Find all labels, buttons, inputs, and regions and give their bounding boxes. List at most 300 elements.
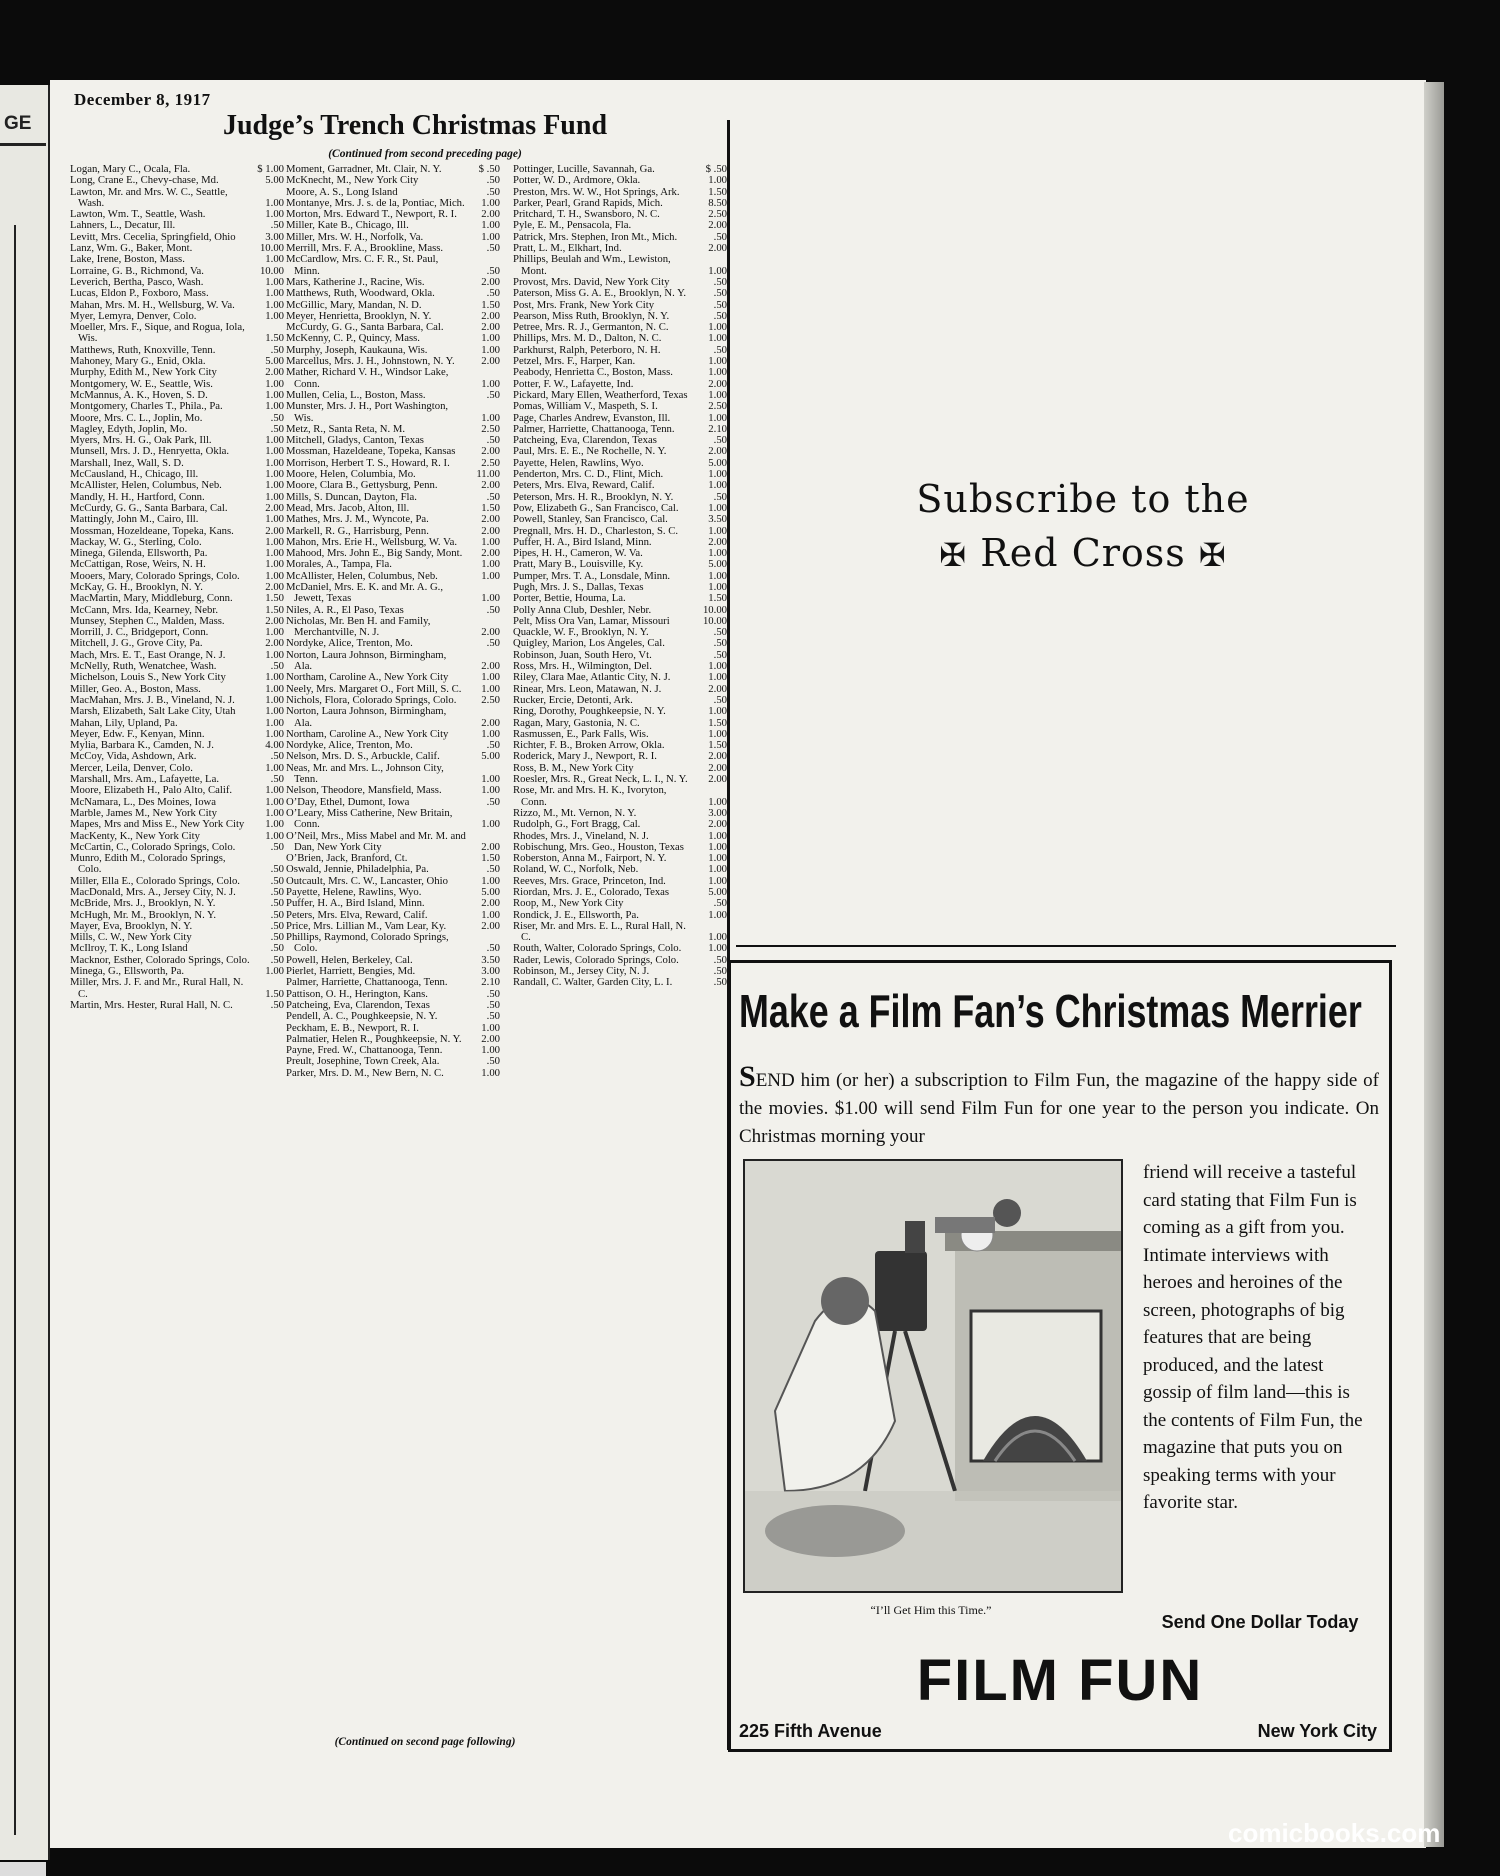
donor-name: Minega, Gilenda, Ellsworth, Pa. [70, 547, 208, 560]
donation-amount: .50 [270, 219, 284, 232]
donation-amount: 1.00 [481, 569, 500, 582]
donor-name: Marshall, Inez, Wall, S. D. [70, 456, 184, 469]
donation-amount: 2.00 [708, 761, 727, 774]
donation-amount: 3.50 [481, 953, 500, 966]
donor-name: Rhodes, Mrs. J., Vineland, N. J. [513, 829, 649, 842]
donor-name: Markell, R. G., Harrisburg, Penn. [286, 524, 429, 537]
donation-amount: 1.00 [708, 174, 727, 187]
cameraman-illustration-art [745, 1161, 1121, 1591]
donor-name: Patrick, Mrs. Stephen, Iron Mt., Mich. [513, 230, 678, 243]
donation-amount: 1.00 [265, 298, 284, 311]
donor-name: Munsell, Mrs. J. D., Henryetta, Okla. [70, 445, 230, 458]
donation-amount: 1.00 [481, 230, 500, 243]
donor-name: MacDonald, Mrs. A., Jersey City, N. J. [70, 886, 236, 898]
donor-name: MacKenty, K., New York City [70, 829, 200, 842]
donor-entry [286, 1011, 500, 1022]
donation-amount: 10.00 [702, 603, 727, 616]
donation-amount: 1.50 [481, 501, 500, 514]
donation-amount: .50 [713, 490, 727, 503]
donation-amount: 1.00 [481, 727, 500, 740]
donor-name: Lawton, Wm. T., Seattle, Wash. [70, 208, 206, 221]
donation-amount: 1.00 [265, 434, 284, 447]
donor-name: Lucas, Eldon P., Foxboro, Mass. [70, 287, 209, 300]
donor-name: Mather, Richard V. H., Windsor Lake, Conn. [286, 366, 449, 390]
donor-entry [70, 672, 284, 683]
donor-name: Munster, Mrs. J. H., Port Washington, Wis. [286, 400, 449, 424]
donor-name: Miller, Mrs. W. H., Norfolk, Va. [286, 230, 424, 243]
donation-amount: .50 [270, 411, 284, 424]
donor-entry [70, 853, 284, 876]
donation-amount: 5.00 [265, 174, 284, 187]
donor-entry [513, 864, 727, 875]
donation-amount: 1.00 [265, 648, 284, 661]
donor-entry [286, 706, 500, 729]
donation-amount: 1.00 [708, 264, 727, 277]
donation-amount: 5.00 [481, 750, 500, 763]
donor-name: Morales, A., Tampa, Fla. [286, 558, 392, 571]
donor-name: Mars, Katherine J., Racine, Wis. [286, 275, 425, 288]
donation-amount: 1.00 [708, 366, 727, 379]
donor-name: Logan, Mary C., Ocala, Fla. [70, 163, 191, 175]
donor-name: Lahners, L., Decatur, Ill. [70, 219, 176, 232]
donor-entry [286, 1068, 500, 1079]
donation-amount: 1.00 [481, 558, 500, 571]
donor-name: Payne, Fred. W., Chattanooga, Tenn. [286, 1044, 443, 1057]
donor-name: Montgomery, W. E., Seattle, Wis. [70, 377, 213, 390]
donor-name: Munro, Edith M., Colorado Springs, Colo. [70, 852, 226, 876]
donor-name: Miller, Mrs. J. F. and Mr., Rural Hall, N. C. [70, 976, 244, 1000]
ad-side-paragraph-1: friend will receive a tasteful card stating that Film Fun is coming as a gift from you. [1143, 1162, 1357, 1238]
donation-amount: 2.50 [481, 456, 500, 469]
donor-name: Mahan, Lily, Upland, Pa. [70, 716, 178, 729]
donor-name: Nelson, Theodore, Mansfield, Mass. [286, 784, 442, 797]
donation-amount: 2.00 [481, 275, 500, 288]
donor-name: Moore, A. S., Long Island [286, 185, 398, 198]
donation-amount: 1.00 [708, 942, 727, 955]
donor-name: Palmatier, Helen R., Poughkeepsie, N. Y. [286, 1032, 462, 1045]
donor-entry [286, 763, 500, 786]
donor-entry [513, 898, 727, 909]
donation-amount: 10.00 [259, 242, 284, 255]
donor-name: McNelly, Ruth, Wenatchee, Wash. [70, 660, 217, 673]
donation-amount: .50 [270, 919, 284, 932]
donation-amount: 2.00 [708, 219, 727, 232]
donation-amount: 1.00 [265, 569, 284, 582]
donation-amount: .50 [270, 953, 284, 966]
donation-amount: 1.00 [708, 332, 727, 345]
donation-amount: 1.00 [481, 1044, 500, 1057]
donor-name: Nichols, Flora, Colorado Springs, Colo. [286, 693, 457, 706]
ad-side-text [1143, 1159, 1375, 1517]
donation-amount: 2.00 [708, 535, 727, 548]
donation-amount: 1.00 [708, 580, 727, 593]
donor-name: Rasmussen, E., Park Falls, Wis. [513, 727, 649, 740]
donor-name: Marsh, Elizabeth, Salt Lake City, Utah [70, 705, 236, 718]
donor-name: Merrill, Mrs. F. A., Brookline, Mass. [286, 242, 444, 255]
donor-entry [286, 864, 500, 875]
donation-amount: 5.00 [708, 558, 727, 571]
donation-amount: .50 [713, 637, 727, 650]
donation-amount: .50 [713, 343, 727, 356]
donor-name: Moore, Mrs. C. L., Joplin, Mo. [70, 411, 203, 424]
donation-amount: .50 [270, 886, 284, 898]
donation-amount: .50 [713, 976, 727, 989]
donor-name: Ross, Mrs. H., Wilmington, Del. [513, 660, 652, 673]
donor-entry [70, 977, 284, 1000]
donation-amount: 1.50 [708, 716, 727, 729]
donor-name: Nicholas, Mr. Ben H. and Family, Merchantville, N. J. [286, 614, 431, 639]
issue-date: December 8, 1917 [74, 90, 211, 109]
donor-name: O’Brien, Jack, Branford, Ct. [286, 852, 408, 865]
donation-amount: 8.50 [708, 196, 727, 209]
donor-name: MacMartin, Mary, Middleburg, Conn. [70, 592, 233, 605]
donor-name: Quackle, W. F., Brooklyn, N. Y. [513, 626, 649, 639]
donation-amount: 1.00 [265, 253, 284, 266]
donor-entry [513, 706, 727, 717]
donation-amount: 1.00 [708, 908, 727, 921]
donor-name: Payette, Helene, Rawlins, Wyo. [286, 886, 422, 898]
donor-entry [513, 977, 727, 988]
source-watermark: comicbooks.com [1228, 1818, 1441, 1848]
donation-amount: 1.00 [265, 513, 284, 526]
donor-name: MacMahan, Mrs. J. B., Vineland, N. J. [70, 693, 235, 706]
donation-amount: .50 [486, 388, 500, 401]
donor-name: McKenny, C. P., Quincy, Mass. [286, 332, 420, 345]
donor-name: McCurdy, G. G., Santa Barbara, Cal. [70, 501, 228, 514]
donor-name: Pipes, H. H., Cameron, W. Va. [513, 547, 643, 560]
donor-column-1 [70, 164, 284, 1011]
donation-amount: 1.00 [481, 874, 500, 887]
donation-amount: 1.00 [481, 1021, 500, 1034]
donation-amount: 2.00 [708, 818, 727, 831]
donation-amount: 1.00 [265, 705, 284, 718]
donor-name: Roderick, Mary J., Newport, R. I. [513, 750, 657, 763]
donation-amount: 2.50 [708, 400, 727, 413]
donation-amount: 10.00 [702, 614, 727, 627]
donation-amount: .50 [270, 422, 284, 435]
red-cross-name: Red Cross [980, 531, 1186, 575]
donor-entry [286, 559, 500, 570]
donation-amount: 1.00 [708, 388, 727, 401]
donation-amount: 1.00 [481, 784, 500, 797]
donor-name: O’Neil, Mrs., Miss Mabel and Mr. M. and Dan, New York City [286, 829, 466, 853]
donor-entry [286, 367, 500, 390]
ad-lead-paragraph [739, 1060, 1379, 1151]
donor-name: Pierlet, Harriett, Bengies, Md. [286, 965, 416, 978]
donor-entry [513, 785, 727, 808]
donor-name: Pratt, L. M., Elkhart, Ind. [513, 242, 622, 255]
donor-entry [286, 480, 500, 491]
donation-amount: 1.00 [265, 479, 284, 492]
donor-column-3 [513, 164, 727, 989]
donor-name: Mandly, H. H., Hartford, Conn. [70, 490, 205, 503]
donation-amount: 2.00 [708, 242, 727, 255]
donor-name: Morrison, Herbert T. S., Howard, R. I. [286, 456, 450, 469]
donor-name: Mead, Mrs. Jacob, Alton, Ill. [286, 501, 410, 514]
donor-name: McDaniel, Mrs. E. K. and Mr. A. G., Jewett, Texas [286, 580, 444, 605]
ad-call-to-action: Send One Dollar Today [1161, 1612, 1359, 1632]
donor-entry [70, 514, 284, 525]
donor-name: Mapes, Mrs and Miss E., New York City [70, 818, 245, 831]
donation-amount: 10.00 [259, 264, 284, 277]
donation-amount: 1.00 [708, 727, 727, 740]
donation-amount: 1.00 [265, 965, 284, 978]
donor-name: Mercer, Leila, Denver, Colo. [70, 761, 193, 774]
donor-name: McGillic, Mary, Mandan, N. D. [286, 298, 422, 311]
donor-name: Puffer, H. A., Bird Island, Minn. [286, 897, 425, 910]
donor-name: Reeves, Mrs. Grace, Princeton, Ind. [513, 874, 666, 887]
ad-lead-text: END him (or her) a subscription to Film Fun, the magazine of the happy side of the movies. $1.00 will send Film Fun for one year to the person you indicate. On Christmas morning your [739, 1070, 1379, 1147]
donation-amount: 2.00 [708, 773, 727, 786]
donor-name: Paul, Mrs. E. E., Ne Rochelle, N. Y. [513, 445, 667, 458]
donor-name: Murphy, Joseph, Kaukauna, Wis. [286, 343, 428, 356]
donor-name: Mattingly, John M., Cairo, Ill. [70, 513, 199, 526]
donor-name: Outcault, Mrs. C. W., Lancaster, Ohio [286, 874, 448, 887]
donation-amount: 1.00 [708, 852, 727, 865]
donation-amount: 1.00 [481, 332, 500, 345]
donor-name: Lake, Irene, Boston, Mass. [70, 253, 185, 266]
donor-name: Levitt, Mrs. Cecelia, Springfield, Ohio [70, 230, 236, 243]
donation-amount: 2.50 [481, 693, 500, 706]
donation-amount: 1.00 [265, 761, 284, 774]
donor-name: Patcheing, Eva, Clarendon, Texas [286, 998, 430, 1011]
ad-headline: Make a Film Fan’s Christmas Merrier [739, 985, 1362, 1037]
donation-amount: 1.50 [265, 987, 284, 1000]
donor-name: Parkhurst, Ralph, Peterboro, N. H. [513, 343, 661, 356]
donor-entry [513, 672, 727, 683]
donation-amount: 1.00 [481, 1066, 500, 1079]
donation-amount: 1.00 [265, 287, 284, 300]
donation-amount: .50 [486, 942, 500, 955]
donor-name: Paterson, Miss G. A. E., Brooklyn, N. Y. [513, 287, 687, 300]
donor-name: Pyle, E. M., Pensacola, Fla. [513, 219, 632, 232]
donor-name: Preult, Josephine, Town Creek, Ala. [286, 1055, 440, 1068]
donation-amount: 1.00 [481, 411, 500, 424]
previous-page-heading-fragment: GE [4, 113, 32, 134]
page-title: Judge’s Trench Christmas Fund [222, 110, 608, 141]
donor-entry [286, 898, 500, 909]
donation-amount: .50 [270, 840, 284, 853]
donation-amount: 1.00 [265, 806, 284, 819]
donor-name: Mathes, Mrs. J. M., Wyncote, Pa. [286, 513, 429, 526]
donor-name: Petzel, Mrs. F., Harper, Kan. [513, 355, 636, 368]
donation-amount: 2.00 [708, 750, 727, 763]
donor-entry [513, 254, 727, 277]
continued-on-note: (Continued on second page following) [334, 1736, 516, 1748]
donor-name: Mitchell, Gladys, Canton, Texas [286, 434, 424, 447]
donor-name: Miller, Geo. A., Boston, Mass. [70, 682, 201, 695]
red-cross-notice [740, 472, 1426, 582]
donation-amount: 1.00 [265, 208, 284, 221]
donor-name: Rader, Lewis, Colorado Springs, Colo. [513, 953, 679, 966]
donation-amount: 1.00 [708, 705, 727, 718]
donation-amount: 1.00 [265, 829, 284, 842]
donor-entry [70, 593, 284, 604]
donation-amount: 2.00 [481, 716, 500, 729]
donation-amount: 1.50 [265, 332, 284, 345]
donor-name: Mylia, Barbara K., Camden, N. J. [70, 739, 214, 752]
donor-name: Nordyke, Alice, Trenton, Mo. [286, 739, 413, 752]
donation-amount: 1.00 [708, 931, 727, 944]
donor-name: McAllister, Helen, Columbus, Neb. [286, 569, 438, 582]
donation-amount: 2.00 [481, 208, 500, 221]
donor-name: Neas, Mr. and Mrs. L., Johnson City, Tenn. [286, 761, 444, 786]
donor-name: Riser, Mr. and Mrs. E. L., Rural Hall, N. C. [513, 919, 686, 944]
donation-amount: 1.00 [481, 818, 500, 831]
donor-entry [70, 785, 284, 796]
section-rule [736, 945, 1396, 947]
donor-name: Mills, S. Duncan, Dayton, Fla. [286, 490, 417, 503]
donor-entry [286, 175, 500, 186]
donor-entry [286, 977, 500, 988]
donation-amount: 3.00 [481, 965, 500, 978]
donor-entry [286, 254, 500, 277]
donor-name: Powell, Helen, Berkeley, Cal. [286, 953, 413, 966]
donor-name: Moore, Clara B., Gettysburg, Penn. [286, 479, 438, 492]
donation-amount: 1.00 [265, 547, 284, 560]
donation-amount: 2.10 [481, 976, 500, 989]
donor-entry [513, 514, 727, 525]
maltese-cross-icon: ✠ [939, 536, 968, 574]
donor-name: Pelt, Miss Ora Van, Lamar, Missouri [513, 614, 670, 627]
donation-amount: .50 [270, 998, 284, 1011]
donor-name: Potter, F. W., Lafayette, Ind. [513, 377, 634, 390]
donation-amount: 1.50 [265, 592, 284, 605]
donation-amount: .50 [486, 739, 500, 752]
donation-amount: 2.10 [708, 422, 727, 435]
donor-name: Metz, R., Santa Reta, N. M. [286, 422, 406, 435]
donor-name: Michelson, Louis S., New York City [70, 671, 226, 684]
donor-name: Parker, Mrs. D. M., New Bern, N. C. [286, 1066, 444, 1079]
donor-entry [286, 650, 500, 673]
donation-amount: 1.00 [481, 377, 500, 390]
donation-amount: 11.00 [476, 468, 500, 481]
donor-name: Lawton, Mr. and Mrs. W. C., Seattle, Wash. [70, 185, 228, 209]
donor-name: Marble, James M., New York City [70, 806, 217, 819]
donor-name: Powell, Stanley, San Francisco, Cal. [513, 513, 668, 526]
donor-name: Richter, F. B., Broken Arrow, Okla. [513, 739, 665, 752]
donation-amount: 1.00 [265, 682, 284, 695]
donor-name: Phillips, Beulah and Wm., Lewiston, Mont. [513, 253, 671, 277]
donor-entry [70, 819, 284, 830]
donor-name: Miller, Ella E., Colorado Springs, Colo. [70, 874, 240, 887]
donation-amount: 2.00 [708, 377, 727, 390]
donor-name: Macknor, Esther, Colorado Springs, Colo. [70, 953, 250, 966]
donor-entry [70, 187, 284, 210]
donor-name: Myers, Mrs. H. G., Oak Park, Ill. [70, 434, 212, 447]
donation-amount: .50 [270, 874, 284, 887]
donor-name: Moore, Helen, Columbia, Mo. [286, 468, 416, 481]
donor-name: Mossman, Hozeldeane, Topeka, Kans. [70, 524, 234, 537]
donor-name: Peters, Mrs. Elva, Reward, Calif. [513, 479, 655, 492]
donor-entry [286, 808, 500, 831]
donation-amount: .50 [486, 795, 500, 808]
donor-name: Nelson, Mrs. D. S., Arbuckle, Calif. [286, 750, 440, 763]
donation-amount: 2.00 [481, 445, 500, 458]
donor-name: Mahoney, Mary G., Enid, Okla. [70, 355, 206, 368]
donor-name: McIlroy, T. K., Long Island [70, 942, 188, 955]
donation-amount: 1.00 [265, 309, 284, 322]
donation-amount: .50 [270, 750, 284, 763]
donation-amount: 2.00 [481, 321, 500, 334]
donation-amount: 1.00 [481, 682, 500, 695]
film-fun-advertisement [728, 960, 1392, 1752]
donor-name: Randall, C. Walter, Garden City, L. I. [513, 976, 673, 989]
donor-name: Mossman, Hazeldeane, Topeka, Kansas [286, 445, 456, 458]
donation-amount: .50 [270, 931, 284, 944]
donor-name: Provost, Mrs. David, New York City [513, 275, 670, 288]
donation-amount: .50 [486, 264, 500, 277]
donation-amount: 1.00 [708, 874, 727, 887]
donor-name: McKnecht, M., New York City [286, 174, 419, 187]
donor-column-2 [286, 164, 500, 1079]
donation-amount: .50 [270, 942, 284, 955]
donor-name: Peckham, E. B., Newport, R. I. [286, 1021, 419, 1034]
donor-name: Neely, Mrs. Margaret O., Fort Mill, S. C. [286, 682, 462, 695]
donation-amount: .50 [486, 998, 500, 1011]
donor-name: McCartin, C., Colorado Springs, Colo. [70, 840, 236, 853]
donation-amount: .50 [486, 185, 500, 198]
donor-name: McCoy, Vida, Ashdown, Ark. [70, 750, 197, 763]
donation-amount: 1.00 [708, 863, 727, 876]
donation-amount: .50 [713, 434, 727, 447]
donor-entry [70, 288, 284, 299]
donation-amount: 1.00 [265, 818, 284, 831]
donation-amount: .50 [486, 242, 500, 255]
donation-amount: 2.00 [481, 479, 500, 492]
film-fun-logo: FILM FUN [916, 1648, 1204, 1713]
donation-amount: 1.00 [481, 908, 500, 921]
donor-entry [286, 401, 500, 424]
donation-amount: .50 [270, 343, 284, 356]
donor-name: Miller, Kate B., Chicago, Ill. [286, 219, 409, 232]
donation-amount: 5.00 [481, 886, 500, 898]
donor-name: Leverich, Bertha, Pasco, Wash. [70, 275, 204, 288]
donor-name: Northam, Caroline A., New York City [286, 727, 449, 740]
donation-amount: 3.00 [265, 230, 284, 243]
donor-name: Routh, Walter, Colorado Springs, Colo. [513, 942, 682, 955]
donor-name: Price, Mrs. Lillian M., Vam Lear, Ky. [286, 919, 447, 932]
previous-page-edge [0, 85, 50, 1860]
donor-entry [513, 559, 727, 570]
donor-name: Riley, Clara Mae, Atlantic City, N. J. [513, 671, 671, 684]
donor-name: McCurdy, G. G., Santa Barbara, Cal. [286, 321, 444, 334]
donor-name: Peabody, Henrietta C., Boston, Mass. [513, 366, 673, 379]
donation-amount: .50 [713, 953, 727, 966]
donation-amount: 1.50 [708, 592, 727, 605]
donation-amount: 1.50 [708, 185, 727, 198]
donation-amount: .50 [713, 648, 727, 661]
donor-name: Pickard, Mary Ellen, Weatherford, Texas [513, 388, 688, 401]
donor-name: Riordan, Mrs. J. E., Colorado, Texas [513, 886, 670, 898]
donation-amount: .50 [713, 298, 727, 311]
donation-amount: 1.00 [265, 388, 284, 401]
donation-amount: .50 [486, 1010, 500, 1023]
donor-name: Parker, Pearl, Grand Rapids, Mich. [513, 196, 663, 209]
donor-entry [286, 514, 500, 525]
donor-name: Phillips, Raymond, Colorado Springs, Colo. [286, 931, 449, 955]
donor-name: Pumper, Mrs. T. A., Lonsdale, Minn. [513, 569, 671, 582]
donor-name: Pritchard, T. H., Swansboro, N. C. [513, 208, 660, 221]
donation-amount: 1.00 [265, 490, 284, 503]
donor-entry [513, 593, 727, 604]
donor-entry [513, 401, 727, 412]
donation-amount: 1.00 [481, 773, 500, 786]
donor-name: Pendell, A. C., Poughkeepsie, N. Y. [286, 1010, 438, 1023]
donation-amount: .50 [713, 309, 727, 322]
donor-name: Montgomery, Charles T., Phila., Pa. [70, 400, 223, 413]
donation-amount: 3.50 [708, 513, 727, 526]
